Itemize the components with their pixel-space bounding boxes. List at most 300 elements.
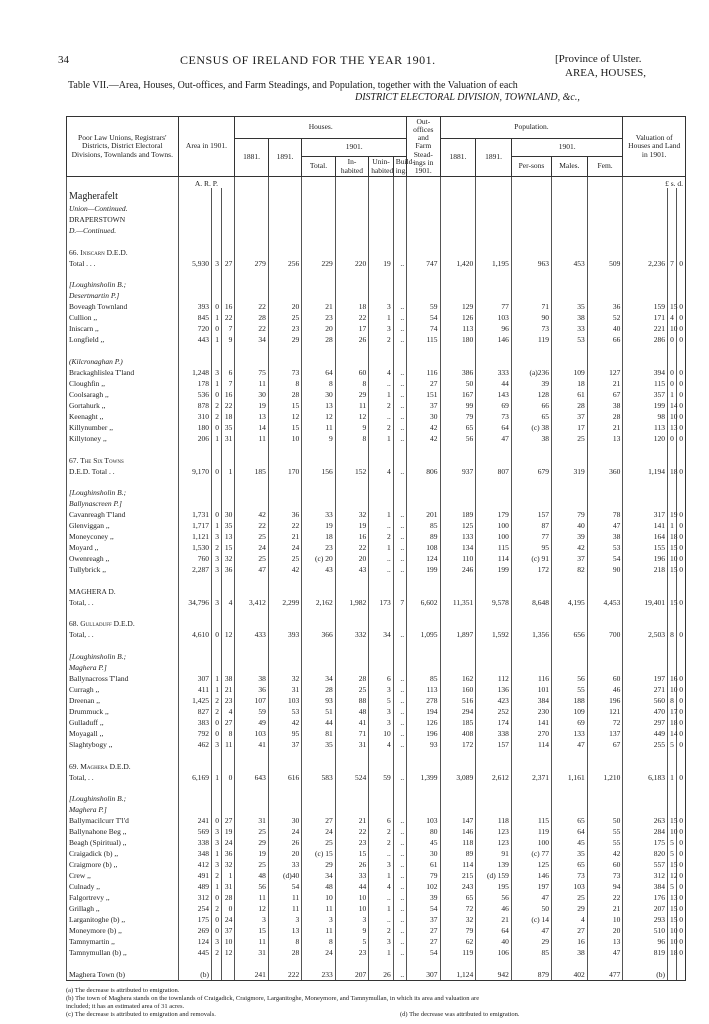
table-row <box>67 651 686 662</box>
cell: 95 <box>268 728 301 739</box>
cell: 0 <box>676 520 685 531</box>
footnote-d: (d) The decrease was attributed to emigration. <box>400 1011 520 1018</box>
row-label <box>67 236 179 247</box>
cell: 14 <box>668 728 677 739</box>
cell <box>476 585 512 596</box>
cell: 516 <box>440 695 476 706</box>
cell: 491 <box>178 870 211 881</box>
cell <box>268 793 301 804</box>
cell: 10 <box>369 728 394 739</box>
cell: 199 <box>623 400 668 411</box>
cell <box>587 444 623 455</box>
cell: 393 <box>178 301 211 312</box>
row-label: (Kilcronaghan P.) <box>67 356 179 367</box>
cell <box>211 804 221 815</box>
cell: 53 <box>268 706 301 717</box>
cell: 50 <box>440 378 476 389</box>
cell <box>668 793 677 804</box>
cell: 35 <box>552 848 588 859</box>
cell: 1 <box>222 465 235 476</box>
cell: 103 <box>235 728 268 739</box>
cell <box>222 246 235 257</box>
cell: 31 <box>235 947 268 958</box>
row-label: Gulladuff ,, <box>67 717 179 728</box>
cell <box>552 487 588 498</box>
table-row <box>67 804 686 815</box>
cell <box>268 498 301 509</box>
cell: 229 <box>302 257 335 268</box>
cell: 3 <box>211 564 221 575</box>
table-row <box>67 356 686 367</box>
cell: 1,095 <box>407 629 440 640</box>
cell: 1,161 <box>552 771 588 782</box>
cell <box>211 225 221 236</box>
cell <box>511 640 551 651</box>
cell: (b) <box>623 968 668 980</box>
cell <box>178 225 211 236</box>
cell: 0 <box>222 903 235 914</box>
col-header-h1881: 1881. <box>235 139 268 177</box>
table-row <box>67 826 686 837</box>
cell: 3 <box>369 859 394 870</box>
cell <box>552 640 588 651</box>
cell: 2 <box>369 531 394 542</box>
table-row <box>67 771 686 782</box>
cell <box>440 585 476 596</box>
cell: 197 <box>623 673 668 684</box>
col-header-houses: Houses. <box>235 117 407 139</box>
cell: 36 <box>587 301 623 312</box>
cell: 21 <box>587 903 623 914</box>
cell: .. <box>393 257 406 268</box>
cell: 3 <box>369 706 394 717</box>
cell <box>676 585 685 596</box>
cell: 42 <box>407 422 440 433</box>
cell <box>476 760 512 771</box>
cell: 15 <box>668 859 677 870</box>
cell: 536 <box>178 389 211 400</box>
cell <box>235 454 268 465</box>
cell: 845 <box>178 312 211 323</box>
cell <box>211 444 221 455</box>
cell: 29 <box>511 936 551 947</box>
cell: 16 <box>668 673 677 684</box>
cell: 13 <box>235 411 268 422</box>
cell: .. <box>369 378 394 389</box>
cell <box>511 214 551 225</box>
cell <box>222 618 235 629</box>
cell <box>235 618 268 629</box>
cell <box>302 454 335 465</box>
cell: 172 <box>440 739 476 750</box>
cell: 0 <box>676 936 685 947</box>
cell: 29 <box>552 903 588 914</box>
cell <box>369 214 394 225</box>
cell: .. <box>393 903 406 914</box>
cell: .. <box>393 739 406 750</box>
cell <box>369 279 394 290</box>
cell: .. <box>393 411 406 422</box>
cell: 81 <box>302 728 335 739</box>
cell: 3 <box>211 837 221 848</box>
cell: 196 <box>587 695 623 706</box>
cell <box>407 651 440 662</box>
cell: 30 <box>268 815 301 826</box>
cell <box>623 585 668 596</box>
cell: 56 <box>235 881 268 892</box>
cell <box>440 575 476 586</box>
row-label: Craigadick (b) ,, <box>67 848 179 859</box>
cell: 194 <box>407 706 440 717</box>
cell: 10 <box>668 925 677 936</box>
cell <box>668 760 677 771</box>
cell: 54 <box>587 553 623 564</box>
cell: 64 <box>302 367 335 378</box>
cell: 21 <box>222 684 235 695</box>
cell: 402 <box>552 968 588 980</box>
cell <box>440 782 476 793</box>
row-label <box>67 607 179 618</box>
cell: 19 <box>369 257 394 268</box>
row-label: Moyard ,, <box>67 542 179 553</box>
cell <box>369 487 394 498</box>
cell <box>222 487 235 498</box>
cell <box>369 958 394 969</box>
cell <box>440 454 476 465</box>
table-row <box>67 936 686 947</box>
table-row <box>67 290 686 301</box>
cell: 760 <box>178 553 211 564</box>
cell: 3 <box>211 257 221 268</box>
cell <box>222 214 235 225</box>
row-label: 66. Iniscarn D.E.D. <box>67 246 179 257</box>
cell: 28 <box>302 684 335 695</box>
cell <box>476 356 512 367</box>
cell <box>369 760 394 771</box>
cell: 0 <box>676 334 685 345</box>
cell: 14 <box>235 422 268 433</box>
cell: 73 <box>268 367 301 378</box>
cell: 0 <box>676 389 685 400</box>
table-row <box>67 684 686 695</box>
cell <box>668 345 677 356</box>
cell: 48 <box>235 870 268 881</box>
cell: 1 <box>211 433 221 444</box>
cell: .. <box>393 914 406 925</box>
cell: 28 <box>222 892 235 903</box>
cell <box>369 203 394 214</box>
cell <box>302 498 335 509</box>
cell <box>552 214 588 225</box>
cell: 31 <box>222 881 235 892</box>
cell: 269 <box>178 925 211 936</box>
cell: 118 <box>440 837 476 848</box>
table-row <box>67 487 686 498</box>
cell <box>587 246 623 257</box>
cell: 12 <box>222 947 235 958</box>
cell: 0 <box>676 257 685 268</box>
cell: 147 <box>440 815 476 826</box>
cell: 19 <box>668 509 677 520</box>
cell: 85 <box>407 520 440 531</box>
row-label: Union—Continued. <box>67 203 179 214</box>
cell <box>623 498 668 509</box>
cell: 0 <box>676 892 685 903</box>
cell: 38 <box>552 947 588 958</box>
cell: 18 <box>222 411 235 422</box>
cell: 5,930 <box>178 257 211 268</box>
cell <box>211 356 221 367</box>
cell: 524 <box>335 771 368 782</box>
cell <box>552 760 588 771</box>
cell: 114 <box>476 553 512 564</box>
cell <box>511 345 551 356</box>
cell <box>369 454 394 465</box>
cell <box>393 236 406 247</box>
cell <box>211 214 221 225</box>
cell: 22 <box>235 520 268 531</box>
cell: 26 <box>369 968 394 980</box>
cell: 8 <box>302 936 335 947</box>
row-label: Craigmore (b) ,, <box>67 859 179 870</box>
cell <box>268 618 301 629</box>
cell <box>222 345 235 356</box>
cell: 338 <box>178 837 211 848</box>
cell: 25 <box>235 553 268 564</box>
cell: 393 <box>268 629 301 640</box>
cell: 2 <box>211 411 221 422</box>
cell: 78 <box>587 509 623 520</box>
cell: 10 <box>222 936 235 947</box>
cell <box>268 575 301 586</box>
cell: .. <box>393 881 406 892</box>
cell: 215 <box>440 870 476 881</box>
cell: 2,287 <box>178 564 211 575</box>
cell: 2,612 <box>476 771 512 782</box>
cell <box>178 958 211 969</box>
col-header-area: Area in 1901. <box>178 117 235 177</box>
cell <box>235 498 268 509</box>
table-row <box>67 188 686 203</box>
cell: 54 <box>407 947 440 958</box>
cell <box>268 487 301 498</box>
cell <box>668 968 677 980</box>
cell: 103 <box>407 815 440 826</box>
cell <box>668 444 677 455</box>
table-row <box>67 542 686 553</box>
cell: 0 <box>676 815 685 826</box>
cell: 21 <box>587 378 623 389</box>
cell: 19 <box>302 520 335 531</box>
cell: .. <box>393 509 406 520</box>
cell: 4 <box>552 914 588 925</box>
table-body <box>67 177 686 981</box>
cell: 55 <box>587 837 623 848</box>
cell: 40 <box>476 936 512 947</box>
cell <box>211 290 221 301</box>
cell <box>552 662 588 673</box>
table-row <box>67 782 686 793</box>
table-row <box>67 323 686 334</box>
table-row <box>67 903 686 914</box>
cell <box>623 444 668 455</box>
cell <box>623 290 668 301</box>
cell: 28 <box>268 389 301 400</box>
cell <box>222 356 235 367</box>
cell: 53 <box>587 542 623 553</box>
row-label: D.—Continued. <box>67 225 179 236</box>
cell: 18 <box>668 947 677 958</box>
row-label: Desertmartin P.] <box>67 290 179 301</box>
cell <box>235 487 268 498</box>
cell: 0 <box>211 892 221 903</box>
cell: 174 <box>476 717 512 728</box>
cell: 73 <box>587 870 623 881</box>
cell: 11 <box>222 739 235 750</box>
cell <box>440 268 476 279</box>
cell: 109 <box>552 367 588 378</box>
cell: 100 <box>476 531 512 542</box>
cell: 47 <box>587 947 623 958</box>
cell: 21 <box>587 422 623 433</box>
cell <box>476 279 512 290</box>
cell: .. <box>393 400 406 411</box>
cell <box>335 225 368 236</box>
cell: 38 <box>587 531 623 542</box>
cell: 1 <box>369 433 394 444</box>
cell: 176 <box>623 892 668 903</box>
row-label: D.E.D. Total . . <box>67 465 179 476</box>
cell: 103 <box>476 312 512 323</box>
cell: 8 <box>222 728 235 739</box>
cell: 77 <box>476 301 512 312</box>
cell <box>676 203 685 214</box>
cell <box>302 476 335 487</box>
cell: 1 <box>668 771 677 782</box>
cell: 42 <box>407 433 440 444</box>
cell: 17 <box>552 422 588 433</box>
cell <box>407 290 440 301</box>
cell: 1,420 <box>440 257 476 268</box>
cell: 443 <box>178 334 211 345</box>
table-row <box>67 312 686 323</box>
cell: 1 <box>369 312 394 323</box>
cell: .. <box>393 859 406 870</box>
cell <box>268 607 301 618</box>
cell: 44 <box>302 717 335 728</box>
cell: 85 <box>407 673 440 684</box>
table-row <box>67 433 686 444</box>
cell: 156 <box>302 465 335 476</box>
cell <box>268 246 301 257</box>
cell: 1 <box>211 771 221 782</box>
cell <box>668 575 677 586</box>
cell: 270 <box>511 728 551 739</box>
cell: 12 <box>668 870 677 881</box>
row-label: Beagh (Spiritual) ,, <box>67 837 179 848</box>
cell: 0 <box>676 400 685 411</box>
cell <box>668 651 677 662</box>
cell: 2 <box>369 826 394 837</box>
table-row <box>67 531 686 542</box>
cell: 7 <box>393 596 406 607</box>
footnote-b: (b) The town of Maghera stands on the townlands of Craigadick, Craigmore, Larganitoghe, Moneymore, and Tamnymullan, in which its area and valuation are <box>66 995 480 1002</box>
cell: 333 <box>476 367 512 378</box>
cell: 54 <box>268 881 301 892</box>
cell: 1 <box>211 520 221 531</box>
cell: 21 <box>302 301 335 312</box>
cell: 13 <box>668 892 677 903</box>
cell <box>440 444 476 455</box>
cell <box>178 585 211 596</box>
cell <box>476 958 512 969</box>
cell: 199 <box>407 564 440 575</box>
cell: 88 <box>335 695 368 706</box>
cell: 26 <box>335 334 368 345</box>
cell: 0 <box>676 859 685 870</box>
cell <box>552 188 588 203</box>
cell <box>407 498 440 509</box>
cell: 69 <box>552 717 588 728</box>
cell: 0 <box>676 925 685 936</box>
cell: (b) <box>178 968 211 980</box>
cell: 22 <box>222 312 235 323</box>
cell <box>587 760 623 771</box>
cell <box>668 236 677 247</box>
cell: 34 <box>369 629 394 640</box>
cell: 0 <box>676 706 685 717</box>
cell: 1 <box>369 509 394 520</box>
cell <box>552 651 588 662</box>
cell <box>302 236 335 247</box>
cell: 20 <box>302 323 335 334</box>
cell: 47 <box>587 520 623 531</box>
cell <box>302 575 335 586</box>
row-label: Tamnymullan (b) ,, <box>67 947 179 958</box>
cell: 16 <box>222 389 235 400</box>
cell: 141 <box>623 520 668 531</box>
cell: 22 <box>335 826 368 837</box>
cell: 12 <box>335 411 368 422</box>
row-label: Crew ,, <box>67 870 179 881</box>
cell: 256 <box>268 257 301 268</box>
cell <box>178 607 211 618</box>
row-label: Boveagh Townland <box>67 301 179 312</box>
cell: 36 <box>268 509 301 520</box>
cell <box>393 750 406 761</box>
cell: 1,356 <box>511 629 551 640</box>
cell: 433 <box>235 629 268 640</box>
cell <box>335 268 368 279</box>
cell: 38 <box>235 673 268 684</box>
cell <box>676 236 685 247</box>
cell: 470 <box>623 706 668 717</box>
cell <box>440 214 476 225</box>
cell: 1,717 <box>178 520 211 531</box>
cell <box>302 290 335 301</box>
row-label: Curragh ,, <box>67 684 179 695</box>
cell: 37 <box>407 914 440 925</box>
cell: 1,210 <box>587 771 623 782</box>
cell: 126 <box>407 717 440 728</box>
cell <box>623 618 668 629</box>
cell: 27 <box>222 257 235 268</box>
cell: 879 <box>511 968 551 980</box>
cell: 115 <box>623 378 668 389</box>
cell: 25 <box>552 433 588 444</box>
row-label: Ballymacilcurr T'l'd <box>67 815 179 826</box>
cell <box>222 662 235 673</box>
